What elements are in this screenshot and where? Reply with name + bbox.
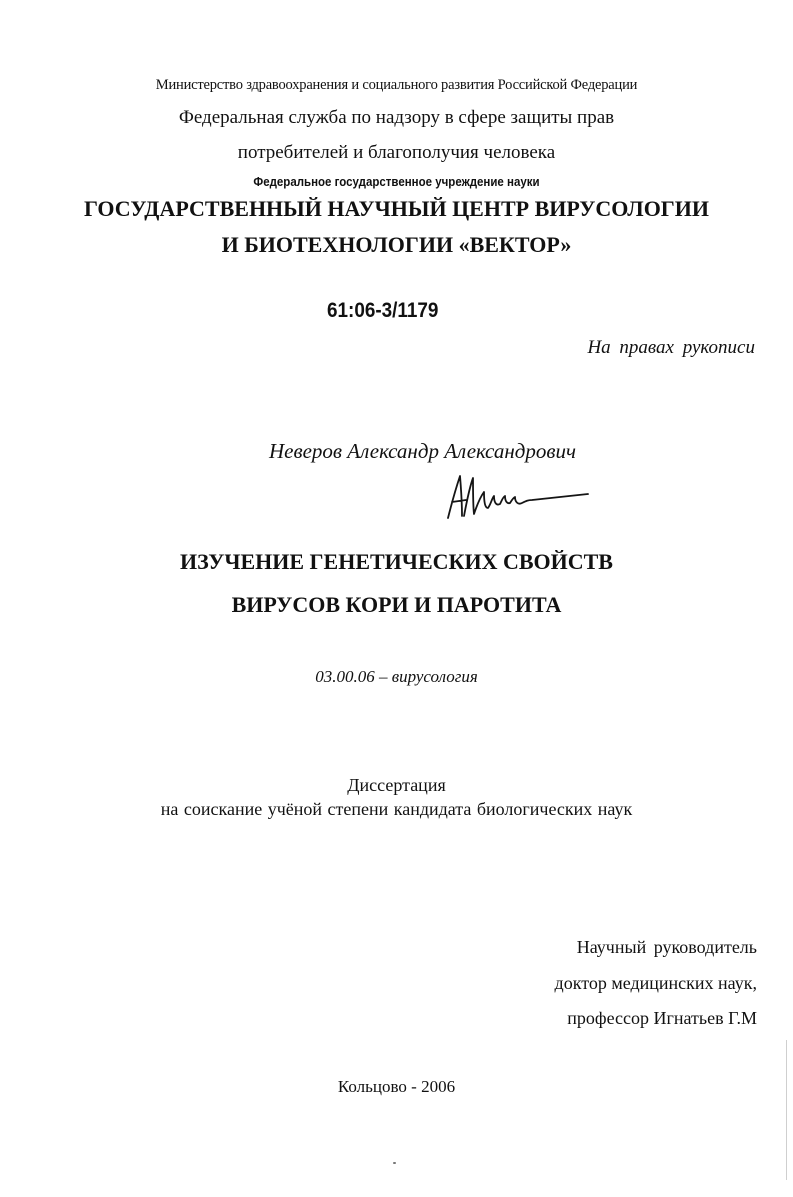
degree-description: на соискание учёной степени кандидата биологических наук <box>160 799 633 819</box>
manuscript-rights-note: На правах рукописи <box>587 337 755 358</box>
institution-type: Федеральное государственное учреждение науки <box>253 175 540 189</box>
research-center-name-line-2: И БИОТЕХНОЛОГИИ «ВЕКТОР» <box>221 232 572 257</box>
catalog-number: 61:06-3/1179 <box>327 299 439 322</box>
dissertation-title-line-2: ВИРУСОВ КОРИ И ПАРОТИТА <box>231 592 562 617</box>
place-and-year: Кольцово - 2006 <box>337 1077 456 1096</box>
specialty-code: 03.00.06 – вирусология <box>315 667 478 686</box>
scan-edge-shadow <box>786 1040 787 1180</box>
ministry-name: Министерство здравоохранения и социального развития Российской Федерации <box>155 77 638 93</box>
supervisor-name: профессор Игнатьев Г.М <box>567 1008 757 1028</box>
research-center-name-line-1: ГОСУДАРСТВЕННЫЙ НАУЧНЫЙ ЦЕНТР ВИРУСОЛОГИИ <box>83 196 710 221</box>
dissertation-title-line-1: ИЗУЧЕНИЕ ГЕНЕТИЧЕСКИХ СВОЙСТВ <box>180 549 613 574</box>
author-name: Неверов Александр Александрович <box>268 439 576 463</box>
supervisor-degree: доктор медицинских наук, <box>554 973 757 993</box>
dissertation-label: Диссертация <box>347 775 446 795</box>
scan-speck <box>393 1162 396 1164</box>
supervisor-role: Научный руководитель <box>576 937 757 957</box>
author-signature <box>440 472 590 524</box>
service-name-line-1: Федеральная служба по надзору в сфере защиты прав <box>178 107 615 128</box>
service-name-line-2: потребителей и благополучия человека <box>237 142 556 163</box>
